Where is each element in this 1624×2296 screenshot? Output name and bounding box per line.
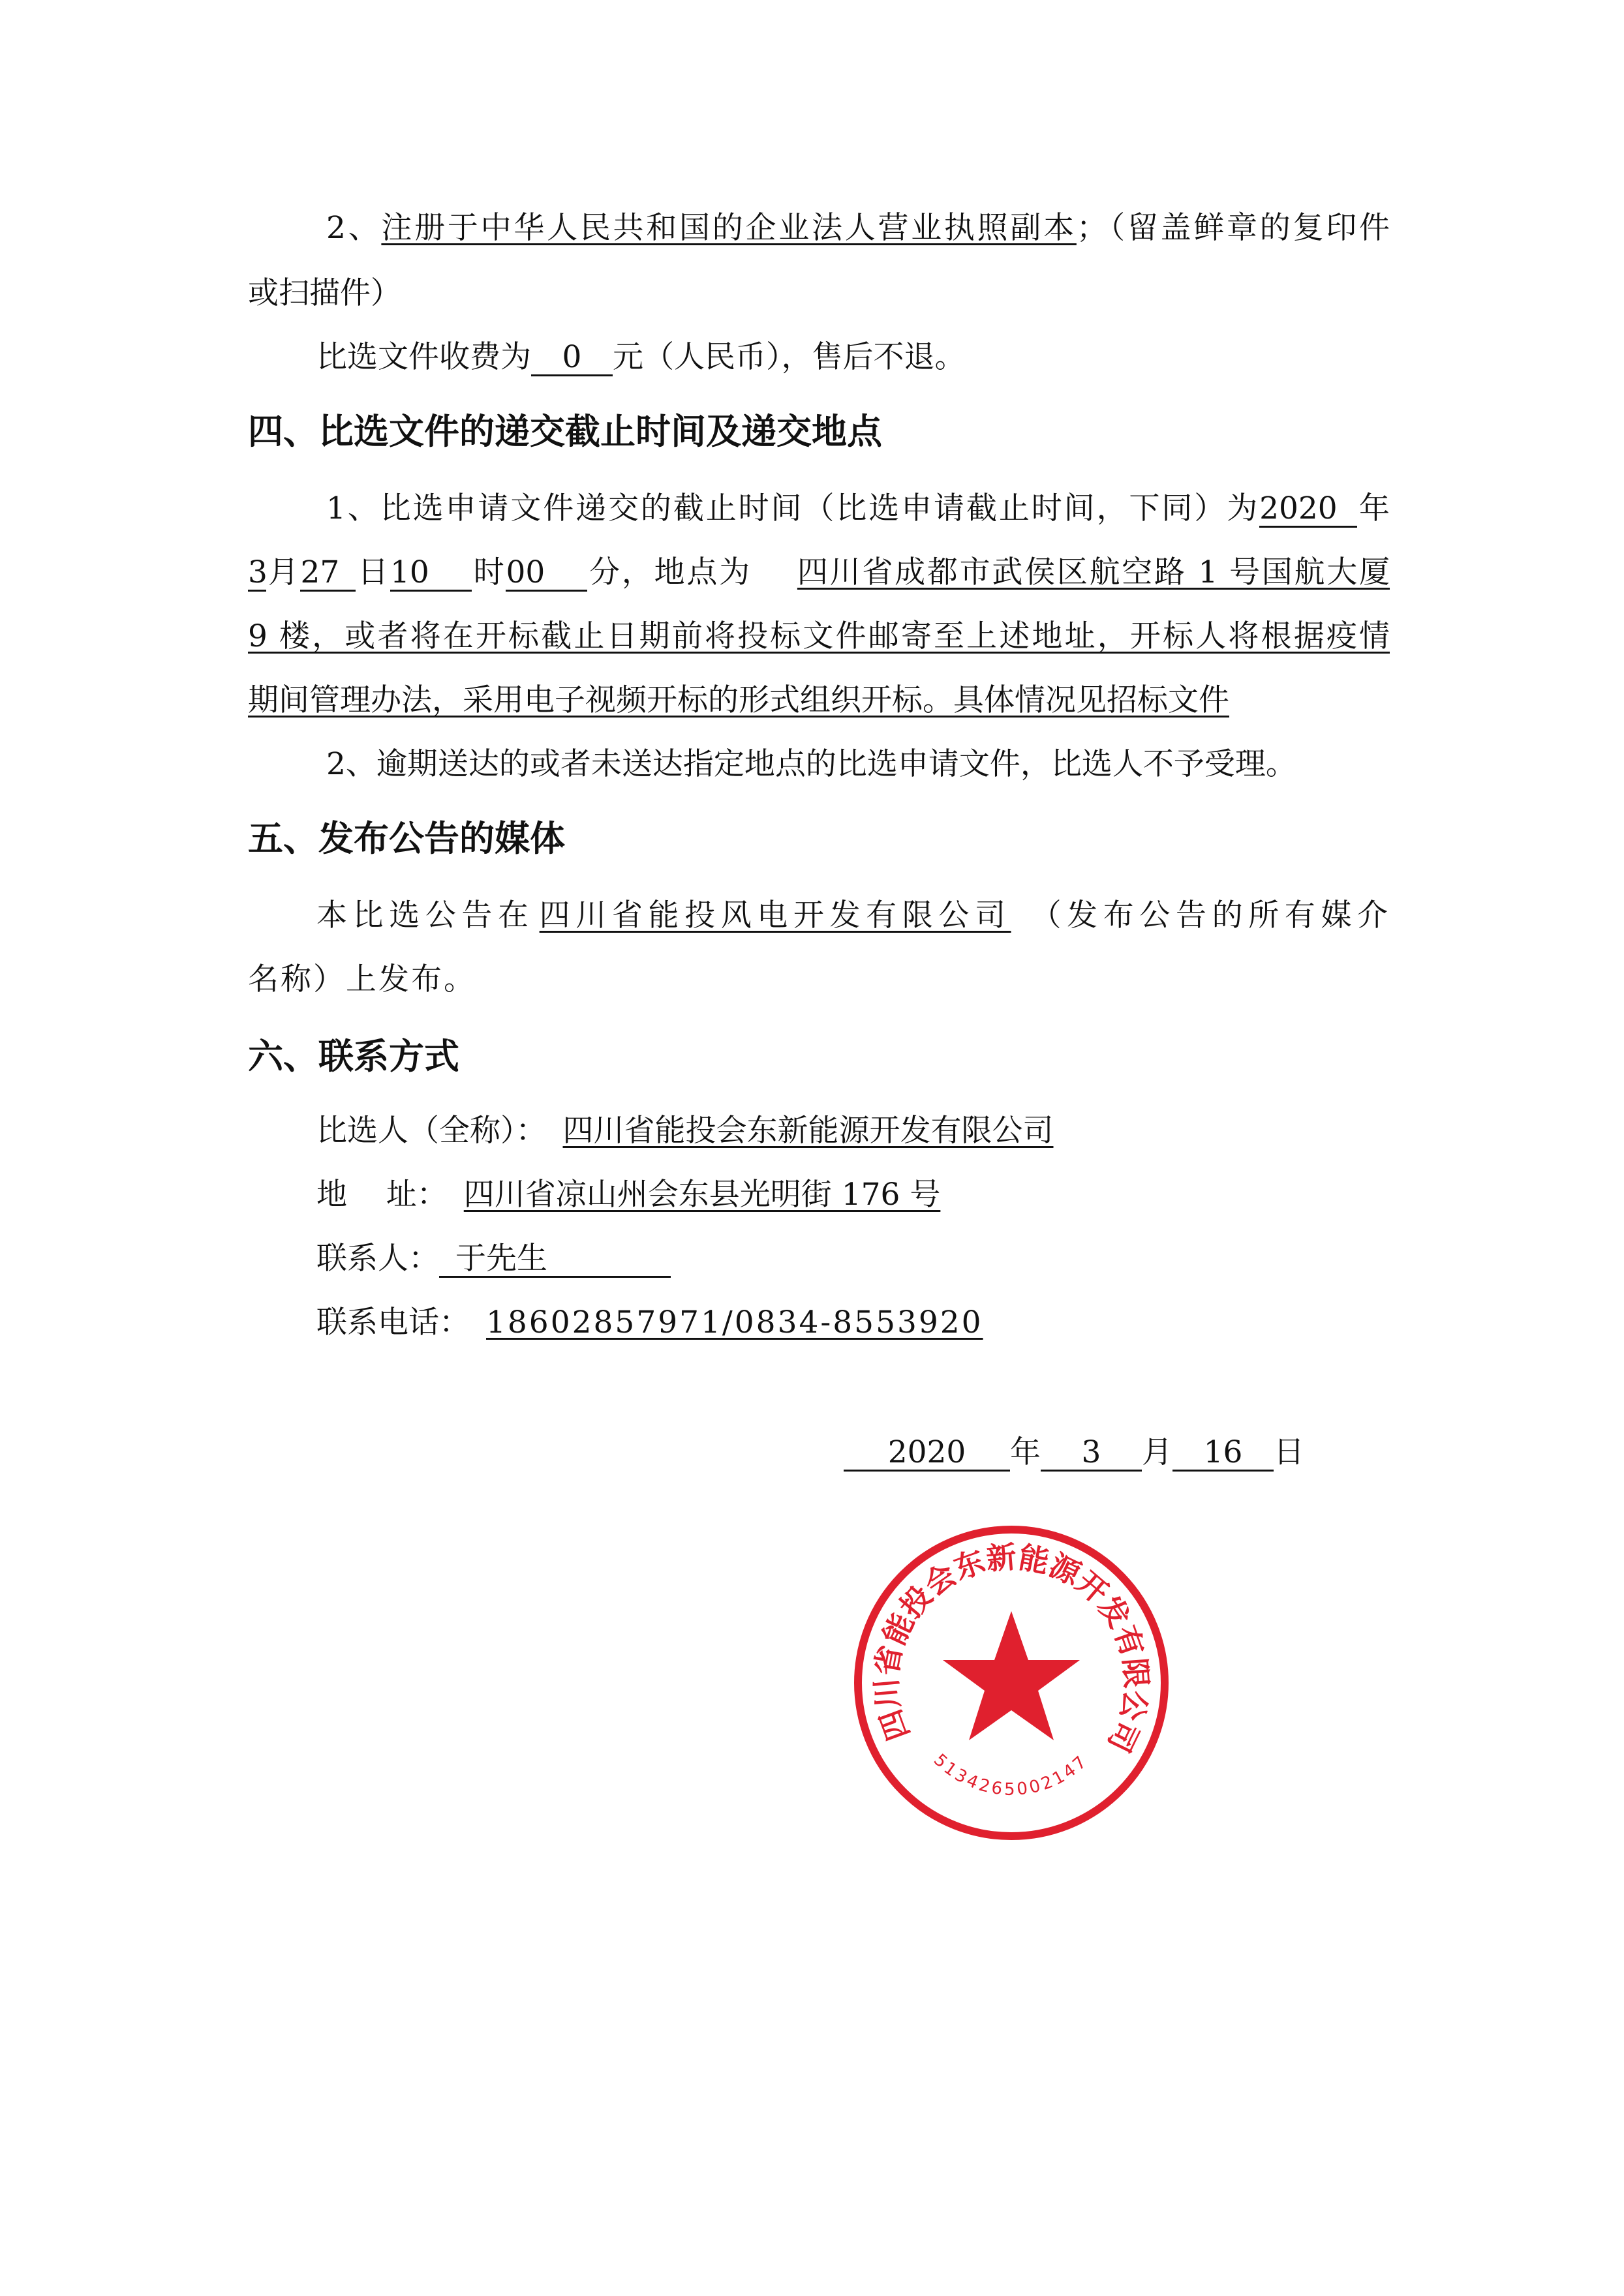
bidder-value: 四川省能投会东新能源开发有限公司	[562, 1113, 1054, 1149]
deadline-hour: 10	[390, 556, 472, 592]
deadline-line1	[248, 489, 1390, 528]
fee-suffix: 元（人民币），售后不退。	[613, 339, 966, 375]
phone-value: 18602857971/0834-8553920	[486, 1305, 983, 1340]
month-unit: 月	[266, 554, 301, 590]
license-requirement: 注册于中华人民共和国的企业法人营业执照副本	[381, 210, 1077, 246]
signing-date	[844, 1433, 1304, 1472]
media-line1	[248, 896, 1390, 935]
date-day: 16	[1172, 1436, 1274, 1472]
section-heading-6: 六、联系方式	[248, 1036, 459, 1077]
contact-label: 联系人：	[316, 1241, 439, 1276]
deadline-year: 2020	[1259, 492, 1357, 528]
date-year-unit: 年	[1010, 1434, 1041, 1470]
bidder-line	[316, 1111, 1054, 1151]
date-month-unit: 月	[1142, 1434, 1172, 1470]
section-heading-5: 五、发布公告的媒体	[248, 818, 565, 859]
hour-unit: 时	[471, 554, 506, 590]
place-line3: 期间管理办法，采用电子视频开标的形式组织开标。具体情况见招标文件	[248, 682, 1229, 718]
section-heading-4: 四、比选文件的递交截止时间及递交地点	[248, 411, 882, 452]
company-seal-stamp	[848, 1520, 1174, 1846]
sec3-item2-line1	[248, 209, 1390, 248]
fee-value: 0	[531, 340, 613, 376]
address-value: 四川省凉山州会东县光明街 176 号	[463, 1177, 941, 1213]
seal-text: 四川省能投会东新能源开发有限公司	[868, 1539, 1155, 1758]
deadline-label: 1、比选申请文件递交的截止时间（比选申请截止时间，下同）为	[326, 491, 1260, 526]
fee-line	[248, 338, 1390, 377]
seal-code: 5134265002147	[929, 1750, 1092, 1800]
license-note: ；（留盖鲜章的复印件	[1076, 210, 1390, 246]
date-day-unit: 日	[1274, 1434, 1304, 1470]
date-year: 2020	[844, 1436, 1010, 1472]
late-note-text: 2、逾期送达的或者未送达指定地点的比选申请文件，比选人不予受理。	[326, 746, 1296, 782]
place-line2: 9 楼，或者将在开标截止日期前将投标文件邮寄至上述地址，开标人将根据疫情	[248, 618, 1390, 654]
deadline-minute: 00	[506, 556, 587, 592]
media-label: 本比选公告在	[316, 898, 534, 933]
media-name: 四川省能投风电开发有限公司	[539, 898, 1011, 933]
contact-value: 于先生	[439, 1242, 671, 1278]
phone-line	[316, 1303, 983, 1342]
address-label: 地 址：	[316, 1177, 448, 1213]
deadline-day: 27	[300, 556, 356, 592]
phone-label: 联系电话：	[316, 1305, 470, 1340]
fee-label: 比选文件收费为	[316, 339, 531, 375]
deadline-month: 3	[248, 554, 268, 590]
minute-unit: 分，地点为	[587, 554, 752, 590]
date-month: 3	[1041, 1436, 1142, 1472]
deadline-line2	[248, 553, 1390, 592]
media-line2: 名称）上发布。	[248, 961, 476, 997]
item-number: 2、	[326, 210, 382, 246]
late-submission-note	[248, 745, 1390, 784]
contact-line	[316, 1239, 671, 1278]
year-unit: 年	[1357, 491, 1390, 526]
bidder-label: 比选人（全称）：	[316, 1113, 547, 1149]
day-unit: 日	[356, 554, 390, 590]
seal-star-icon	[943, 1611, 1080, 1740]
sec3-item2-line2: 或扫描件）	[248, 275, 401, 311]
media-suffix: （发布公告的所有媒介	[1030, 898, 1390, 933]
address-line	[316, 1175, 979, 1215]
submission-place: 四川省成都市武侯区航空路 1 号国航大厦	[797, 554, 1390, 590]
